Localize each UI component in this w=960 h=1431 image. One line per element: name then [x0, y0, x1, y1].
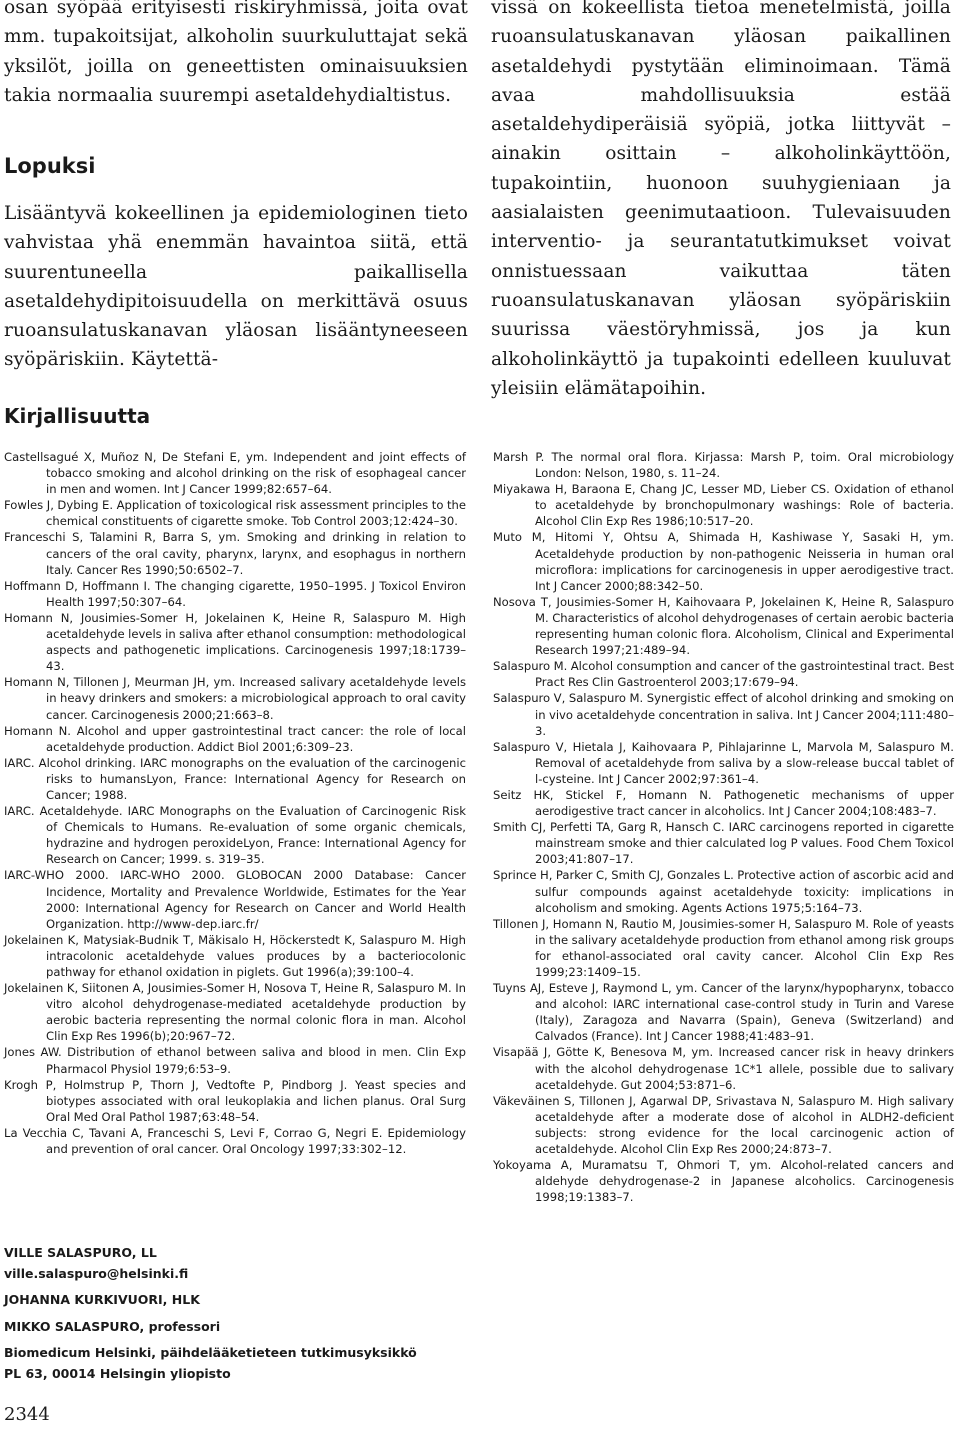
body-paragraph-lopuksi: Lisääntyvä kokeellinen ja epidemiologinen tieto vahvistaa yhä enemmän havaintoa siitä, että suurentuneella paikallisella asetaldehydipitoisuudella on merkittävä osuus ruoansulatuskanavan yläosan lisääntyneeseen syöpäriskiin. Käytettä- — [4, 203, 468, 371]
reference-item: Seitz HK, Stickel F, Homann N. Pathogenetic mechanisms of upper aerodigestive tract cancer in alcoholics. Int J Cancer 2004;108:483–7. — [493, 787, 954, 819]
references-right-column — [493, 449, 954, 1205]
reference-item: Jokelainen K, Matysiak-Budnik T, Mäkisalo H, Höckerstedt K, Salaspuro M. High intracolonic acetaldehyde values produces by a bacteriocolonic pathway for ethanol oxidation in piglets. Gut 1996(a);39:100–4. — [4, 932, 466, 979]
reference-item: Salaspuro V, Salaspuro M. Synergistic effect of alcohol drinking and smoking on in vivo acetaldehyde concentration in saliva. Int J Cancer 2004;111:480–3. — [493, 691, 954, 738]
references-heading: Kirjallisuutta — [4, 404, 151, 428]
author-name: JOHANNA KURKIVUORI, HLK — [4, 1292, 200, 1307]
reference-item: La Vecchia C, Tavani A, Franceschi S, Levi F, Corrao G, Negri E. Epidemiology and prevention of oral cancer. Oral Oncology 1997;33:302–12. — [4, 1125, 466, 1157]
reference-item: Homann N. Alcohol and upper gastrointestinal tract cancer: the role of local acetaldehyde production. Addict Biol 2001;6:309–23. — [4, 723, 466, 754]
reference-item: Jones AW. Distribution of ethanol between saliva and blood in men. Clin Exp Pharmacol Physiol 1979;6:53–9. — [4, 1045, 466, 1076]
reference-item: Homann N, Tillonen J, Meurman JH, ym. Increased salivary acetaldehyde levels in heavy drinkers and smokers: a microbiological approach to oral cavity cancer. Carcinogenesis 2000;21:663–8. — [4, 675, 466, 722]
reference-item: Jokelainen K, Siitonen A, Jousimies-Somer H, Nosova T, Heine R, Salaspuro M. In vitro alcohol dehydrogenase-mediated acetaldehyde production by aerobic bacteria representing the normal colonic flora in man. Alcohol Clin Exp Res 1996(b);20:967–72. — [4, 981, 466, 1044]
reference-item: Tillonen J, Homann N, Rautio M, Jousimies-somer H, Salaspuro M. Role of yeasts in the salivary acetaldehyde production from ethanol among risk groups for ethanol-associated oral cavity cancer. Alcohol Clin Exp Res 1999;23:1409–15. — [493, 916, 954, 979]
reference-item: Marsh P. The normal oral flora. Kirjassa: Marsh P, toim. Oral microbiology London: Nelson, 1980, s. 11–24. — [493, 450, 954, 481]
right-column — [491, 0, 951, 403]
reference-item: Muto M, Hitomi Y, Ohtsu A, Shimada H, Kashiwase Y, Sasaki H, ym. Acetaldehyde production by non-pathogenic Neisseria in human oral microflora: implications for carcinogenesis in upper aerodigestive tract. Int J Cancer 2000;88:342–50. — [493, 530, 954, 593]
reference-item: Homann N, Jousimies-Somer H, Jokelainen K, Heine R, Salaspuro M. High acetaldehyde levels in saliva after ethanol consumption: methodological aspects and pathogenetic implications. Carcinogenesis 1997;18:1739–43. — [4, 610, 466, 674]
reference-item: IARC-WHO 2000. IARC-WHO 2000. GLOBOCAN 2000 Database: Cancer Incidence, Mortality and Prevalence Worldwide, Estimates for the Year 2000: International Agency for Research on Cancer and World Health Organization. http://www-dep.iarc.fr/ — [4, 868, 466, 931]
author-address: PL 63, 00014 Helsingin yliopisto — [4, 1365, 231, 1381]
author-affiliation: Biomedicum Helsinki, päihdelääketieteen tutkimusyksikkö — [4, 1345, 417, 1360]
body-paragraph-left-top: osan syöpää erityisesti riskiryhmissä, joita ovat mm. tupakoitsijat, alkoholin suurkuluttajat sekä yksilöt, joilla on geneettisten ominaisuuksien takia normaalia suurempi asetaldehydialtistus. — [4, 0, 468, 106]
reference-item: Tuyns AJ, Esteve J, Raymond L, ym. Cancer of the larynx/hypopharynx, tobacco and alcohol: IARC international case-control study in Turin and Varese (Italy), Zaragoza and Navarra (Spain), Geneva (Switzerland) and Calvados (France). Int J Cancer 1988;41:483–91. — [493, 981, 954, 1044]
reference-item: Castellsagué X, Muñoz N, De Stefani E, ym. Independent and joint effects of tobacco smoking and alcohol drinking on the risk of esophageal cancer in men and women. Int J Cancer 1999;82:657–64. — [4, 450, 466, 497]
reference-item: Sprince H, Parker C, Smith CJ, Gonzales L. Protective action of ascorbic acid and sulfur compounds against acetaldehyde toxicity: implications in alcoholism and smoking. Agents Actions 1975;5:164–73. — [493, 868, 954, 915]
left-column — [4, 0, 468, 110]
author-name: VILLE SALASPURO, LL — [4, 1245, 157, 1260]
reference-item: Smith CJ, Perfetti TA, Garg R, Hansch C. IARC carcinogens reported in cigarette mainstream smoke and thier calculated log P values. Food Chem Toxicol 2003;41:807–17. — [493, 820, 954, 867]
reference-item: Krogh P, Holmstrup P, Thorn J, Vedtofte P, Pindborg J. Yeast species and biotypes associated with oral leukoplakia and lichen planus. Oral Surg Oral Med Oral Pathol 1987;63:48–54. — [4, 1077, 466, 1124]
reference-item: Hoffmann D, Hoffmann I. The changing cigarette, 1950–1995. J Toxicol Environ Health 1997;50:307–64. — [4, 578, 466, 609]
reference-item: Miyakawa H, Baraona E, Chang JC, Lesser MD, Lieber CS. Oxidation of ethanol to acetaldehyde by bronchopulmonary washings: Role of bacteria. Alcohol Clin Exp Res 1986;10:517–20. — [493, 482, 954, 529]
reference-item: Salaspuro V, Hietala J, Kaihovaara P, Pihlajarinne L, Marvola M, Salaspuro M. Removal of acetaldehyde from saliva by a slow-release buccal tablet of l-cysteine. Int J Cancer 2002;97:361–4. — [493, 739, 954, 786]
reference-item: Yokoyama A, Muramatsu T, Ohmori T, ym. Alcohol-related cancers and aldehyde dehydrogenase-2 in Japanese alcoholics. Carcinogenesis 1998;19:1383–7. — [493, 1158, 954, 1205]
author-email: ville.salaspuro@helsinki.fi — [4, 1265, 189, 1281]
reference-item: Franceschi S, Talamini R, Barra S, ym. Smoking and drinking in relation to cancers of the oral cavity, pharynx, larynx, and esophagus in northern Italy. Cancer Res 1990;50:6502–7. — [4, 530, 466, 577]
references-left-column — [4, 449, 466, 1157]
author-block — [4, 1243, 417, 1384]
reference-item: Fowles J, Dybing E. Application of toxicological risk assessment principles to the chemical constituents of cigarette smoke. Tob Control 2003;12:424–30. — [4, 498, 466, 529]
reference-item: Visapää J, Götte K, Benesova M, ym. Increased cancer risk in heavy drinkers with the alcohol dehydrogenase 1C*1 allele, possible due to salivary acetaldehyde. Gut 2004;53:871–6. — [493, 1045, 954, 1092]
reference-item: Salaspuro M. Alcohol consumption and cancer of the gastrointestinal tract. Best Pract Res Clin Gastroenterol 2003;17:679–94. — [493, 659, 954, 690]
author-name: MIKKO SALASPURO, professori — [4, 1318, 221, 1334]
reference-item: IARC. Alcohol drinking. IARC monographs on the evaluation of the carcinogenic risks to humansLyon, France: International Agency for Research on Cancer; 1988. — [4, 755, 466, 802]
page-number: 2344 — [4, 1404, 50, 1425]
body-paragraph-right: vissä on kokeellista tietoa menetelmistä, joilla ruoansulatuskanavan yläosan paikallinen asetaldehydi pystytään eliminoimaan. Tämä avaa mahdollisuuksia estää asetaldehydiperäisiä syöpiä, jotka liittyvät – ainakin osittain – alkoholinkäyttöön, tupakointiin, huonoon suuhygieniaan ja aasialaisten geenimutaatioon. Tulevaisuuden interventio- ja seurantatutkimukset voivat onnistuessaan vaikuttaa täten ruoansulatuskanavan yläosan syöpäriskiin suurissa väestöryhmissä, jos ja kun alkoholinkäyttö ja tupakointi edelleen kuuluvat yleisiin elämätapoihin. — [491, 0, 951, 399]
reference-item: Väkeväinen S, Tillonen J, Agarwal DP, Srivastava N, Salaspuro M. High salivary acetaldehyde after a moderate dose of alcohol in ALDH2-deficient subjects: strong evidence for the local carcinogenic action of acetaldehyde. Alcohol Clin Exp Res 2000;24:873–7. — [493, 1093, 954, 1157]
reference-item: IARC. Acetaldehyde. IARC Monographs on the Evaluation of Carcinogenic Risk of Chemicals to Humans. Re-evaluation of some organic chemicals, hydrazine and hydrogen peroxideLyon, France: International Agency for Research on Cancer; 1999. s. 319–35. — [4, 804, 466, 867]
reference-item: Nosova T, Jousimies-Somer H, Kaihovaara P, Jokelainen K, Heine R, Salaspuro M. Characteristics of alcohol dehydrogenases of certain aerobic bacteria representing human colonic flora. Alcoholism, Clinical and Experimental Research 1997;21:489–94. — [493, 594, 954, 658]
section-heading-lopuksi: Lopuksi — [4, 154, 96, 178]
